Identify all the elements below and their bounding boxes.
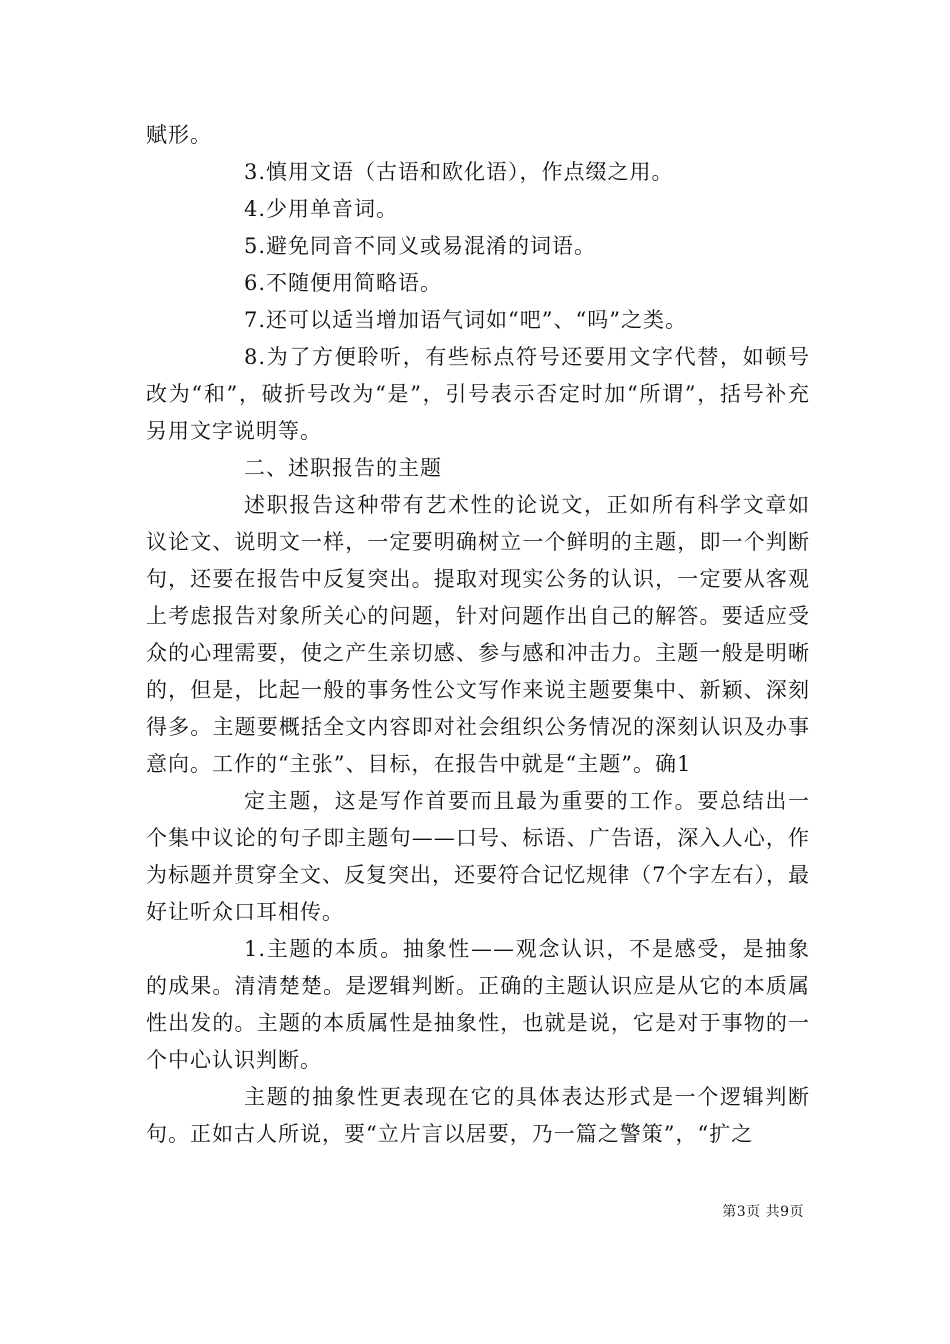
list-item-4: 4.少用单音词。: [244, 197, 399, 221]
paragraph-theme-intro: 述职报告这种带有艺术性的论说文，正如所有科学文章如议论文、说明文一样，一定要明确树立一个鲜明的主题，即一个判断句，还要在报告中反复突出。提取对现实公务的认识，一定要从客观上考虑报告对象所关心的问题，针对问题作出自己的解答。要适应受众的心理需要，使之产生亲切感、参与感和冲击力。主题一般是明晰的，但是，比起一般的事务性公文写作来说主题要集中、新颖、深刻得多。主题要概括全文内容即对社会组织公务情况的深刻认识及办事意向。工作的“主张”、目标，在报告中就是“主题”。确1: [146, 493, 810, 776]
paragraph-theme-essence: 1.主题的本质。抽象性——观念认识，不是感受，是抽象的成果。清清楚楚。是逻辑判断。正确的主题认识应是从它的本质属性出发的。主题的本质属性是抽象性，也就是说，它是对于事物的一个中心认识判断。: [146, 937, 810, 1072]
list-item-6: 6.不随便用简略语。: [244, 271, 443, 295]
paragraph-continuation: 赋形。: [146, 123, 212, 147]
list-item-3: 3.慎用文语（古语和欧化语），作点缀之用。: [244, 160, 674, 184]
document-body: [146, 117, 810, 1153]
list-item-7: 7.还可以适当增加语气词如“吧”、“吗”之类。: [244, 308, 687, 332]
list-item-8: 8.为了方便聆听，有些标点符号还要用文字代替，如顿号改为“和”，破折号改为“是”，引号表示否定时加“所谓”，括号补充另用文字说明等。: [146, 345, 810, 443]
paragraph-theme-definition: 定主题，这是写作首要而且最为重要的工作。要总结出一个集中议论的句子即主题句——口号、标语、广告语，深入人心，作为标题并贯穿全文、反复突出，还要符合记忆规律（7个字左右），最好让听众口耳相传。: [146, 789, 810, 924]
page-number-footer: 第3页 共9页: [722, 1204, 804, 1220]
list-item-5: 5.避免同音不同义或易混淆的词语。: [244, 234, 597, 258]
section-heading: 二、述职报告的主题: [244, 456, 442, 480]
paragraph-theme-abstraction: 主题的抽象性更表现在它的具体表达形式是一个逻辑判断句。正如古人所说，要“立片言以居要，乃一篇之警策”，“扩之: [146, 1085, 810, 1146]
